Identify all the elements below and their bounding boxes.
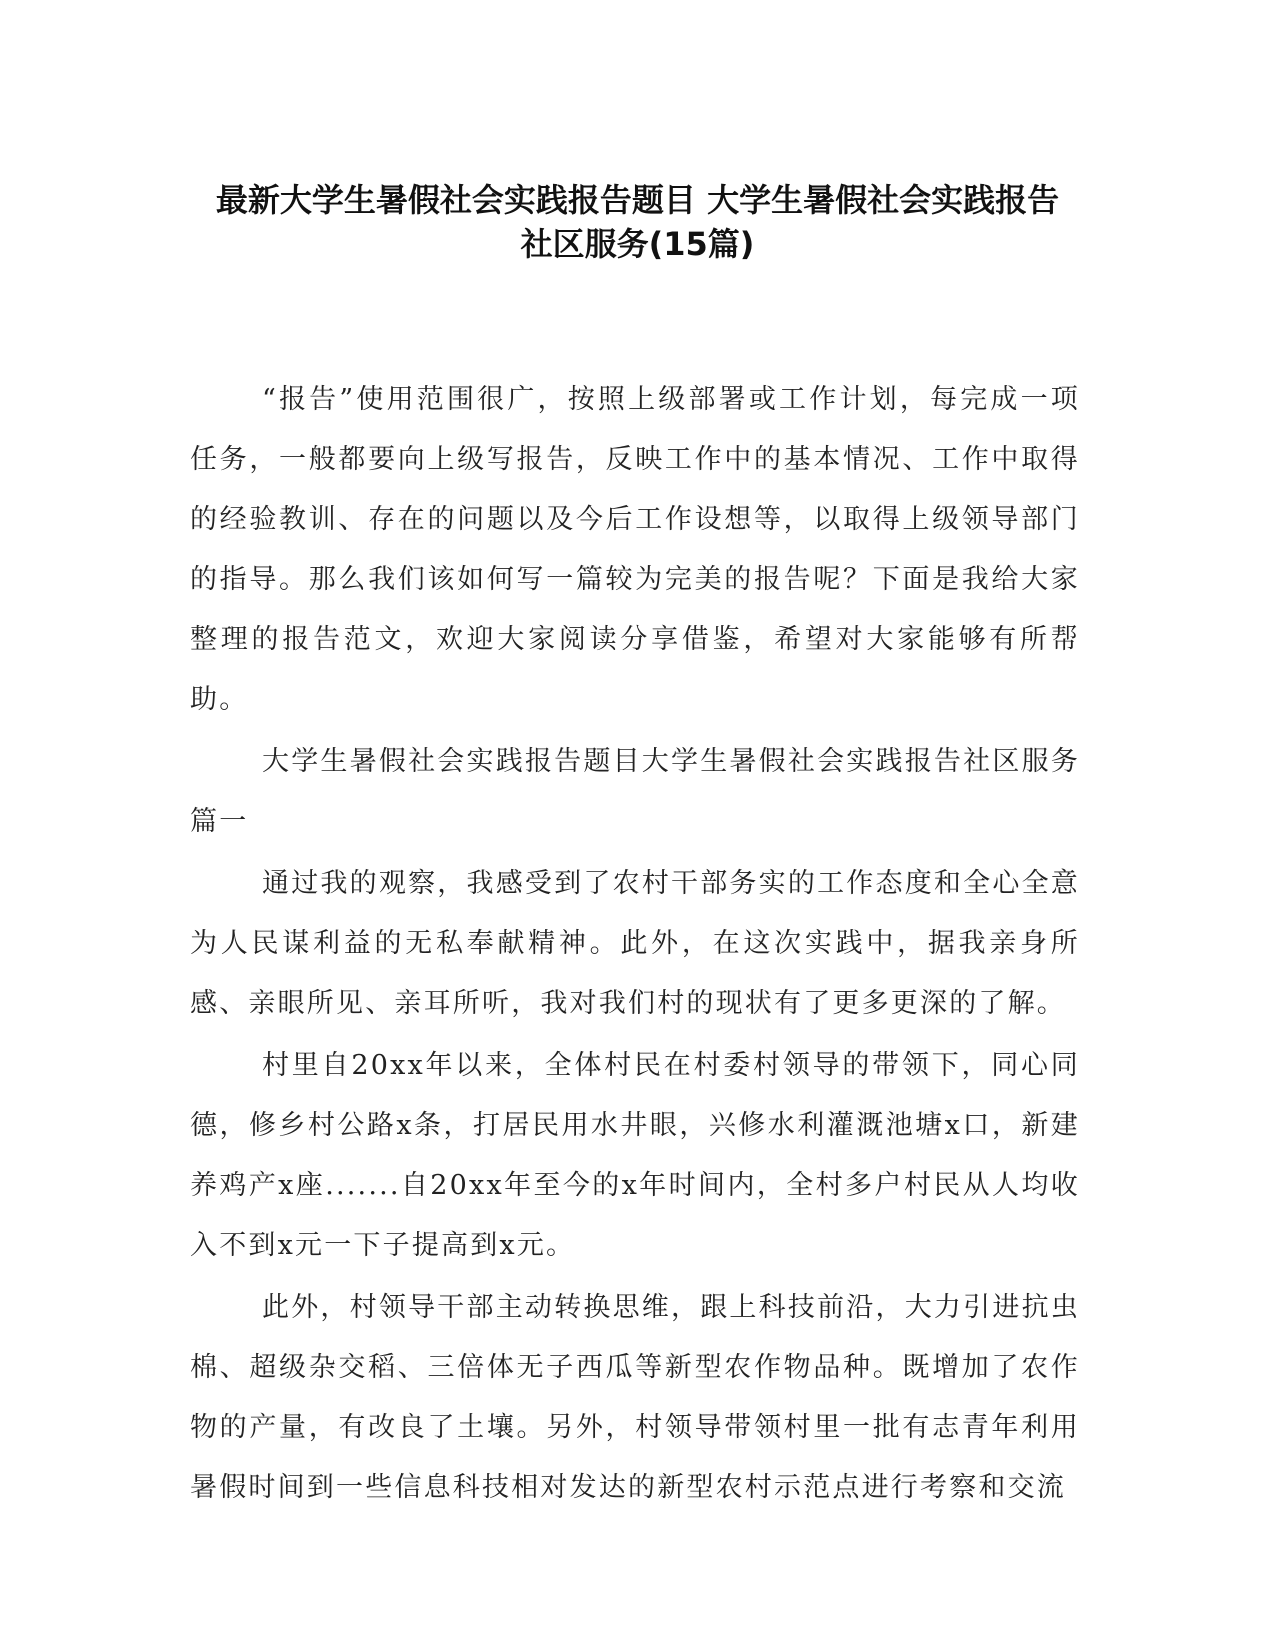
document-title bbox=[150, 178, 1125, 266]
paragraph-technology: 此外，村领导干部主动转换思维，跟上科技前沿，大力引进抗虫棉、超级杂交稻、三倍体无子西瓜等新型农作物品种。既增加了农作物的产量，有改良了土壤。另外，村领导带领村里一批有志青年利用暑假时间到一些信息科技相对发达的新型农村示范点进行考察和交流 bbox=[190, 1292, 1080, 1503]
paragraph-observation: 通过我的观察，我感受到了农村干部务实的工作态度和全心全意为人民谋利益的无私奉献精神。此外，在这次实践中，据我亲身所感、亲眼所见、亲耳所听，我对我们村的现状有了更多更深的了解。 bbox=[190, 868, 1080, 1019]
title-line-2: 社区服务(15篇) bbox=[520, 225, 755, 263]
document-body bbox=[190, 370, 1080, 1520]
paragraph-village-progress: 村里自20xx年以来，全体村民在村委村领导的带领下，同心同德，修乡村公路x条，打居民用水井眼，兴修水利灌溉池塘x口，新建养鸡产x座.......自20xx年至今的x年时间内，全村多户村民从人均收入不到x元一下子提高到x元。 bbox=[190, 1050, 1080, 1261]
paragraph-section-heading: 大学生暑假社会实践报告题目大学生暑假社会实践报告社区服务篇一 bbox=[190, 746, 1080, 837]
paragraph-intro: “报告”使用范围很广，按照上级部署或工作计划，每完成一项任务，一般都要向上级写报告，反映工作中的基本情况、工作中取得的经验教训、存在的问题以及今后工作设想等，以取得上级领导部门的指导。那么我们该如何写一篇较为完美的报告呢？下面是我给大家整理的报告范文，欢迎大家阅读分享借鉴，希望对大家能够有所帮助。 bbox=[190, 384, 1080, 715]
title-line-1: 最新大学生暑假社会实践报告题目 大学生暑假社会实践报告 bbox=[215, 181, 1060, 219]
